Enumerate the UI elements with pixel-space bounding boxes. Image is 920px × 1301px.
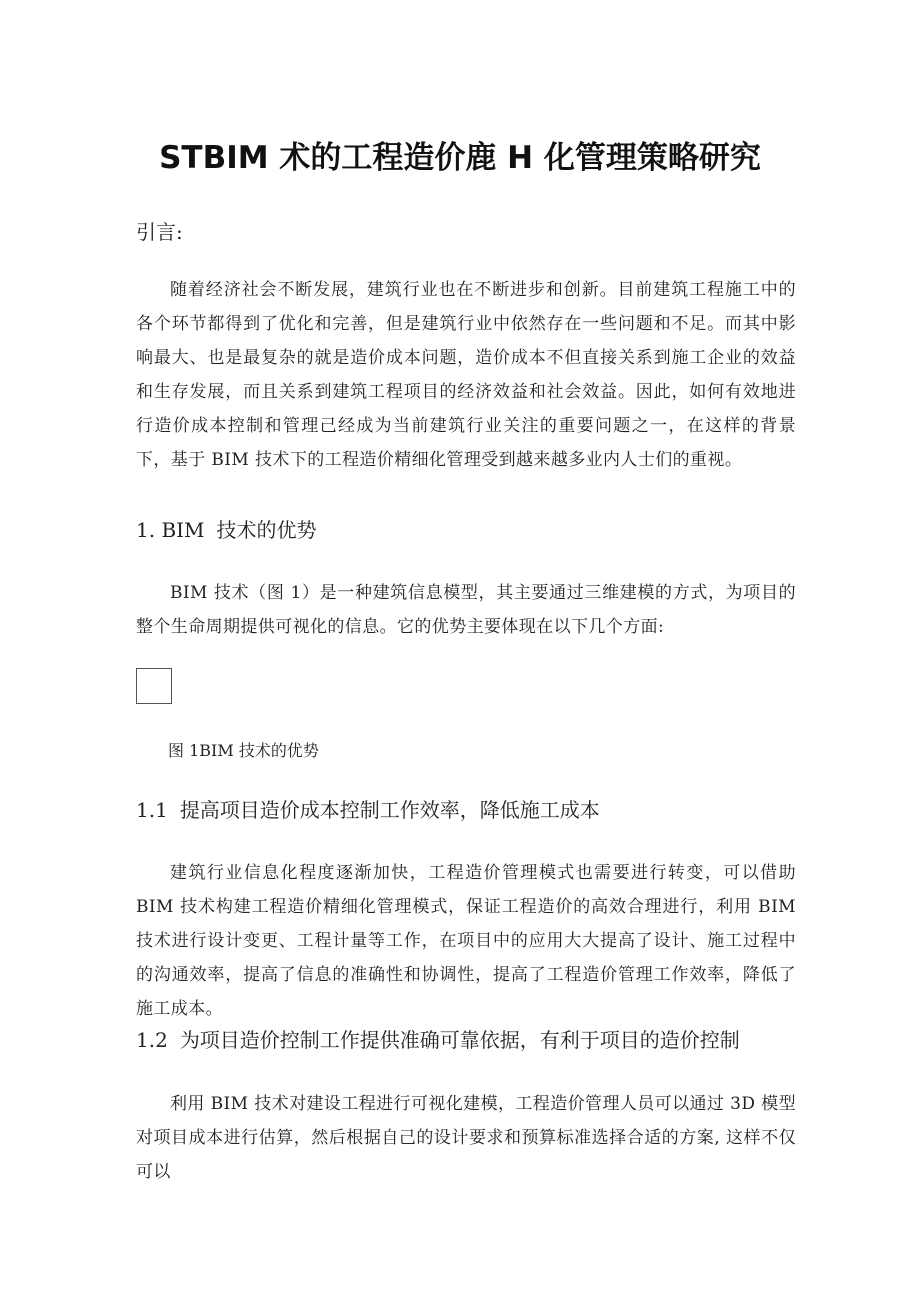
document-title: STBIM 术的工程造价鹿 H 化管理策略研究 [159, 140, 761, 176]
section-1-2-number: 1.2 [136, 1028, 168, 1052]
section-1-title: 技术的优势 [216, 518, 317, 542]
section-1-1-title: 提高项目造价成本控制工作效率，降低施工成本 [179, 798, 600, 822]
intro-paragraph: 随着经济社会不断发展，建筑行业也在不断进步和创新。目前建筑工程施工中的各个环节都得到了优化和完善，但是建筑行业中依然存在一些问题和不足。而其中影响最大、也是最复杂的就是造价成本问题，造价成本不但直接关系到施工企业的效益和生存发展，而且关系到建筑工程项目的经济效益和社会效益。因此，如何有效地进行造价成本控制和管理己经成为当前建筑行业关注的重要问题之一，在这样的背景下，基于 BIM 技术下的工程造价精细化管理受到越来越多业内人士们的重视。 [136, 280, 796, 470]
figure-1-image-placeholder [136, 668, 172, 704]
section-1-2-paragraph: 利用 BIM 技术对建设工程进行可视化建模，工程造价管理人员可以通过 3D 模型对项目成本进行估算，然后根据自己的设计要求和预算标准选择合适的方案, 这样不仅可以 [136, 1094, 796, 1182]
section-1-1-number: 1.1 [136, 798, 168, 822]
section-1-heading [136, 514, 317, 543]
figure-1-caption: 图 1BIM 技术的优势 [168, 741, 319, 760]
section-1-1-heading [136, 794, 600, 823]
section-1-number: 1. BIM [136, 518, 205, 542]
section-1-2-heading [136, 1024, 740, 1053]
intro-label: 引言: [136, 220, 183, 244]
section-1-paragraph: BIM 技术（图 1）是一种建筑信息模型，其主要通过三维建模的方式，为项目的整个生命周期提供可视化的信息。它的优势主要体现在以下几个方面: [136, 583, 796, 637]
section-1-1-paragraph: 建筑行业信息化程度逐渐加快，工程造价管理模式也需要进行转变，可以借助 BIM 技术构建工程造价精细化管理模式，保证工程造价的高效合理进行，利用 BIM 技术进行设计变更、工程计量等工作，在项目中的应用大大提高了设计、施工过程中的沟通效率，提高了信息的准确性和协调性，提高了工程造价管理工作效率，降低了施工成本。 [136, 863, 796, 1019]
section-1-2-title: 为项目造价控制工作提供准确可靠依据，有利于项目的造价控制 [179, 1028, 740, 1052]
